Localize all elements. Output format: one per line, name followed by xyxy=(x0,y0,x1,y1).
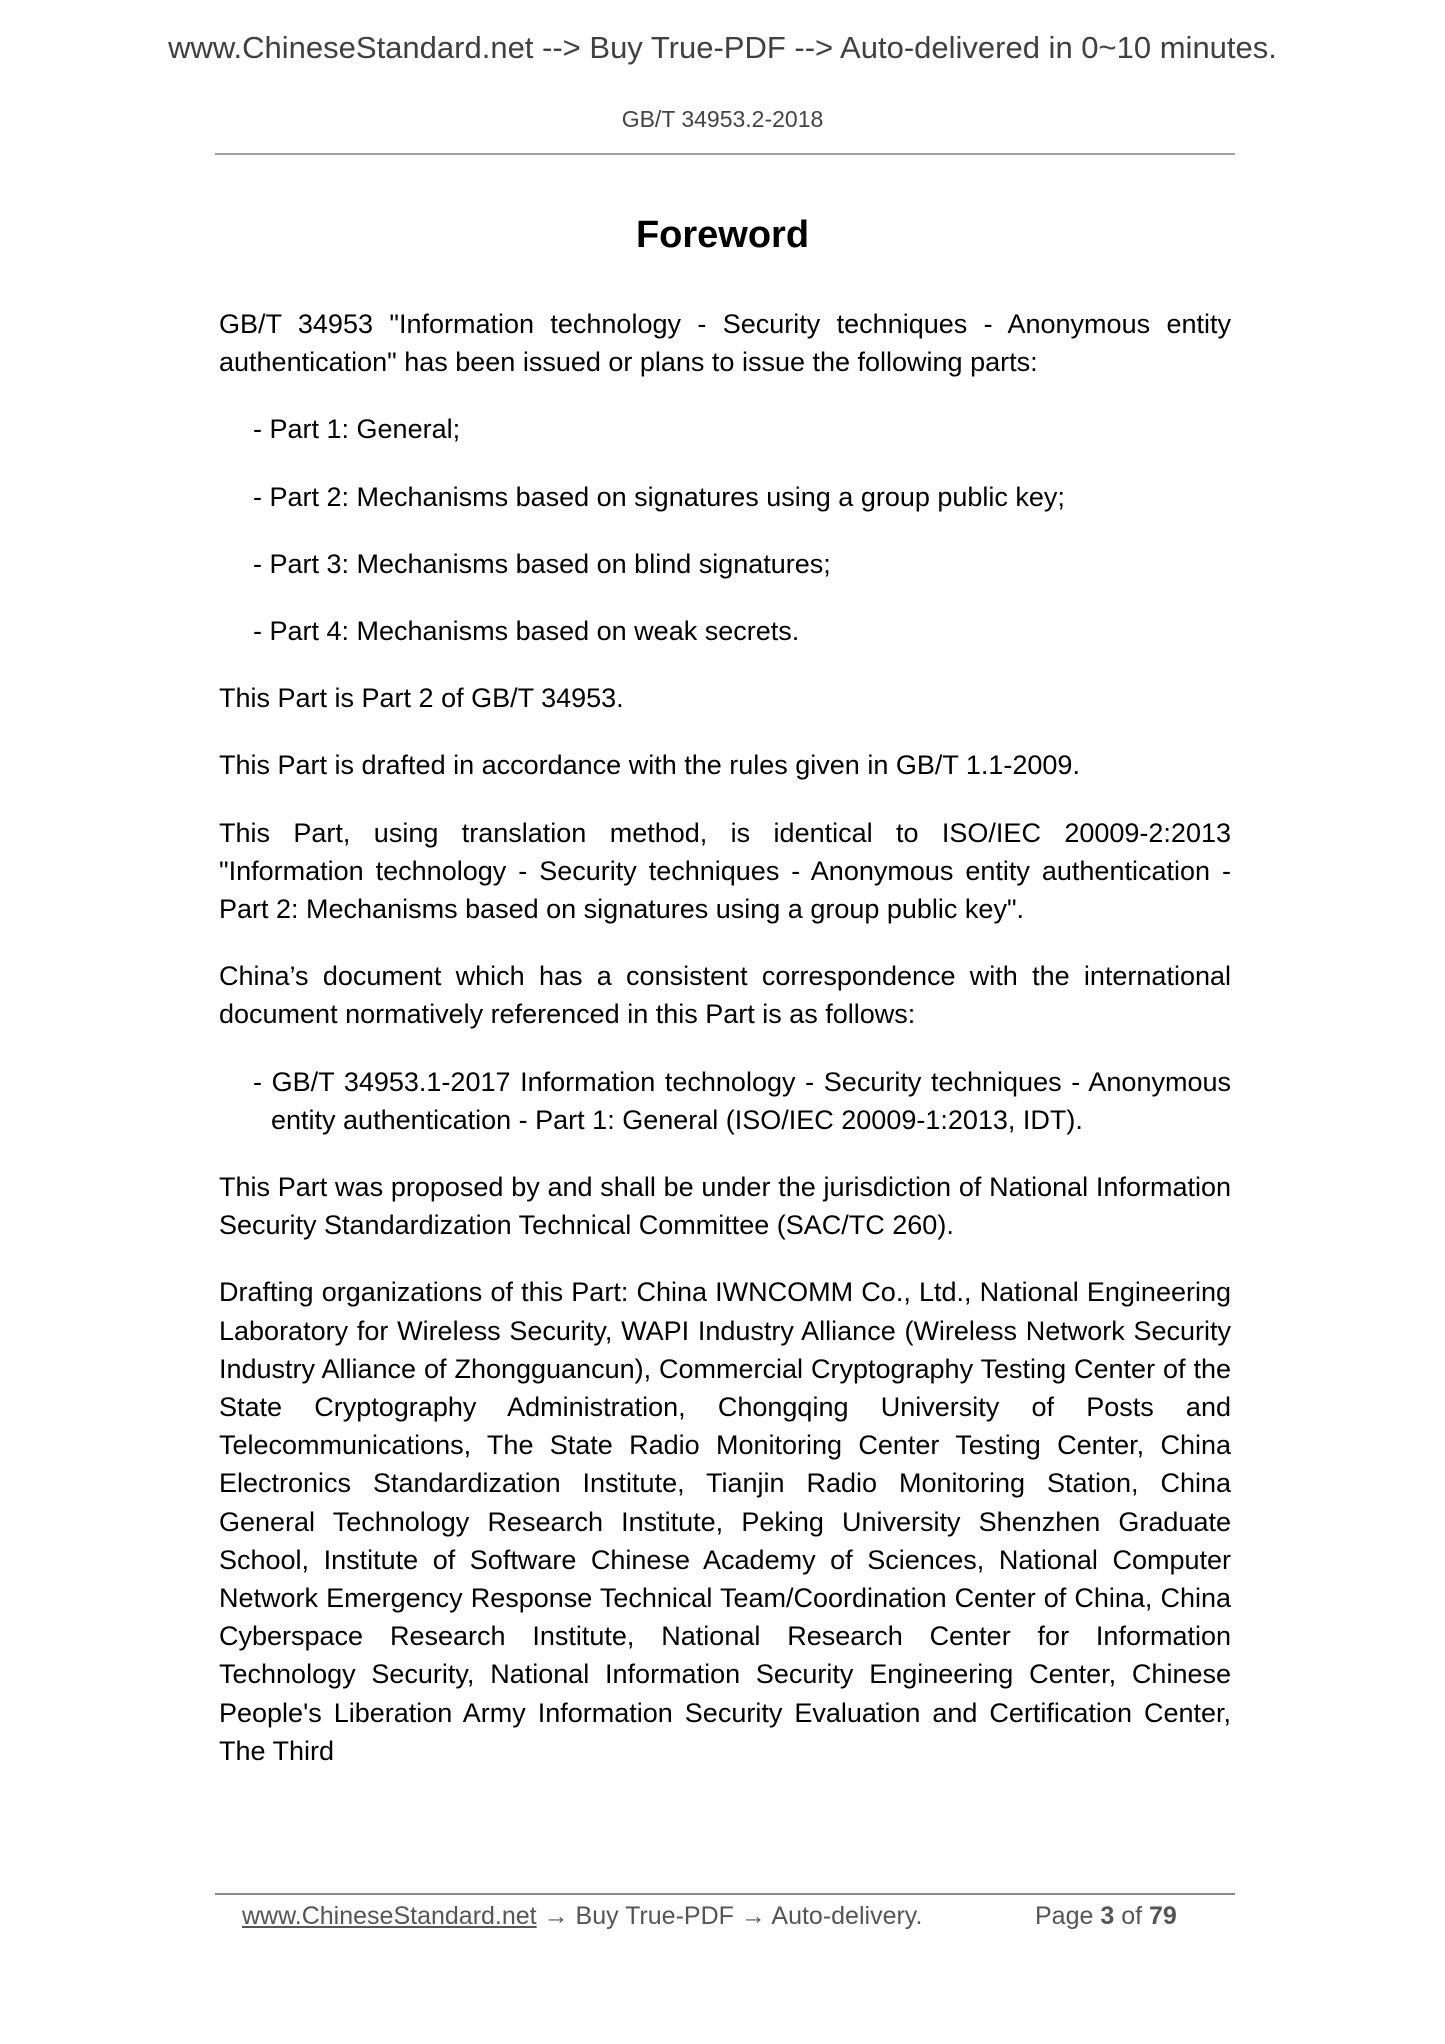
footer-tagline: → Buy True-PDF → Auto-delivery. xyxy=(536,1902,923,1930)
page-total: 79 xyxy=(1149,1902,1177,1930)
correspondence-paragraph: China’s document which has a consistent correspondence with the international document normatively referenced in this Part is as follows: xyxy=(219,961,1231,1030)
header-divider xyxy=(215,153,1235,155)
page-title: Foreword xyxy=(635,214,810,256)
part-list-item: - Part 2: Mechanisms based on signatures using a group public key; xyxy=(253,481,1065,512)
part-list-item: - Part 1: General; xyxy=(253,414,461,445)
intro-paragraph: GB/T 34953 "Information technology - Security techniques - Anonymous entity authentication" has been issued or plans to issue the following parts: xyxy=(219,309,1231,378)
page-indicator xyxy=(1035,1902,1177,1931)
top-banner: www.ChineseStandard.net --> Buy True-PDF --> Auto-delivered in 0~10 minutes. xyxy=(168,30,1277,65)
footer-website-link[interactable]: www.ChineseStandard.net xyxy=(242,1902,537,1930)
identical-paragraph: This Part, using translation method, is identical to ISO/IEC 20009-2:2013 "Information technology - Security techniques - Anonymous entity authentication - Part 2: Mechanisms based on signatures using a group public key". xyxy=(219,817,1231,925)
jurisdiction-paragraph: This Part was proposed by and shall be under the jurisdiction of National Information Security Standardization Technical Committee (SAC/TC 260). xyxy=(219,1172,1231,1241)
drafted-paragraph: This Part is drafted in accordance with the rules given in GB/T 1.1-2009. xyxy=(219,750,1080,781)
drafting-organizations-paragraph: Drafting organizations of this Part: China IWNCOMM Co., Ltd., National Engineering Laboratory for Wireless Security, WAPI Industry Alliance (Wireless Network Security Industry Alliance of Zhongguancun), Commercial Cryptography Testing Center of the State Cryptography Administration, Chongqing University of Posts and Telecommunications, The State Radio Monitoring Center Testing Center, China Electronics Standardization Institute, Tianjin Radio Monitoring Station, China General Technology Research Institute, Peking University Shenzhen Graduate School, Institute of Software Chinese Academy of Sciences, National Computer Network Emergency Response Technical Team/Coordination Center of China, China Cyberspace Research Institute, National Research Center for Information Technology Security, National Information Security Engineering Center, Chinese People's Liberation Army Information Security Evaluation and Certification Center, The Third xyxy=(219,1277,1231,1766)
part-list-item: - Part 4: Mechanisms based on weak secrets. xyxy=(253,616,800,647)
reference-list-item: - GB/T 34953.1-2017 Information technology - Security techniques - Anonymous entity authentication - Part 1: General (ISO/IEC 20009-1:2013, IDT). xyxy=(253,1066,1231,1135)
footer-divider xyxy=(215,1893,1235,1895)
part-list-item: - Part 3: Mechanisms based on blind signatures; xyxy=(253,548,831,579)
document-code-header: GB/T 34953.2-2018 xyxy=(621,106,824,132)
foreword-body xyxy=(219,305,1231,1770)
page-footer xyxy=(242,1902,1242,1931)
page-label: Page xyxy=(1035,1902,1094,1930)
page-of-label: of xyxy=(1121,1902,1143,1930)
this-part-paragraph: This Part is Part 2 of GB/T 34953. xyxy=(219,683,624,714)
page-current: 3 xyxy=(1100,1902,1115,1930)
